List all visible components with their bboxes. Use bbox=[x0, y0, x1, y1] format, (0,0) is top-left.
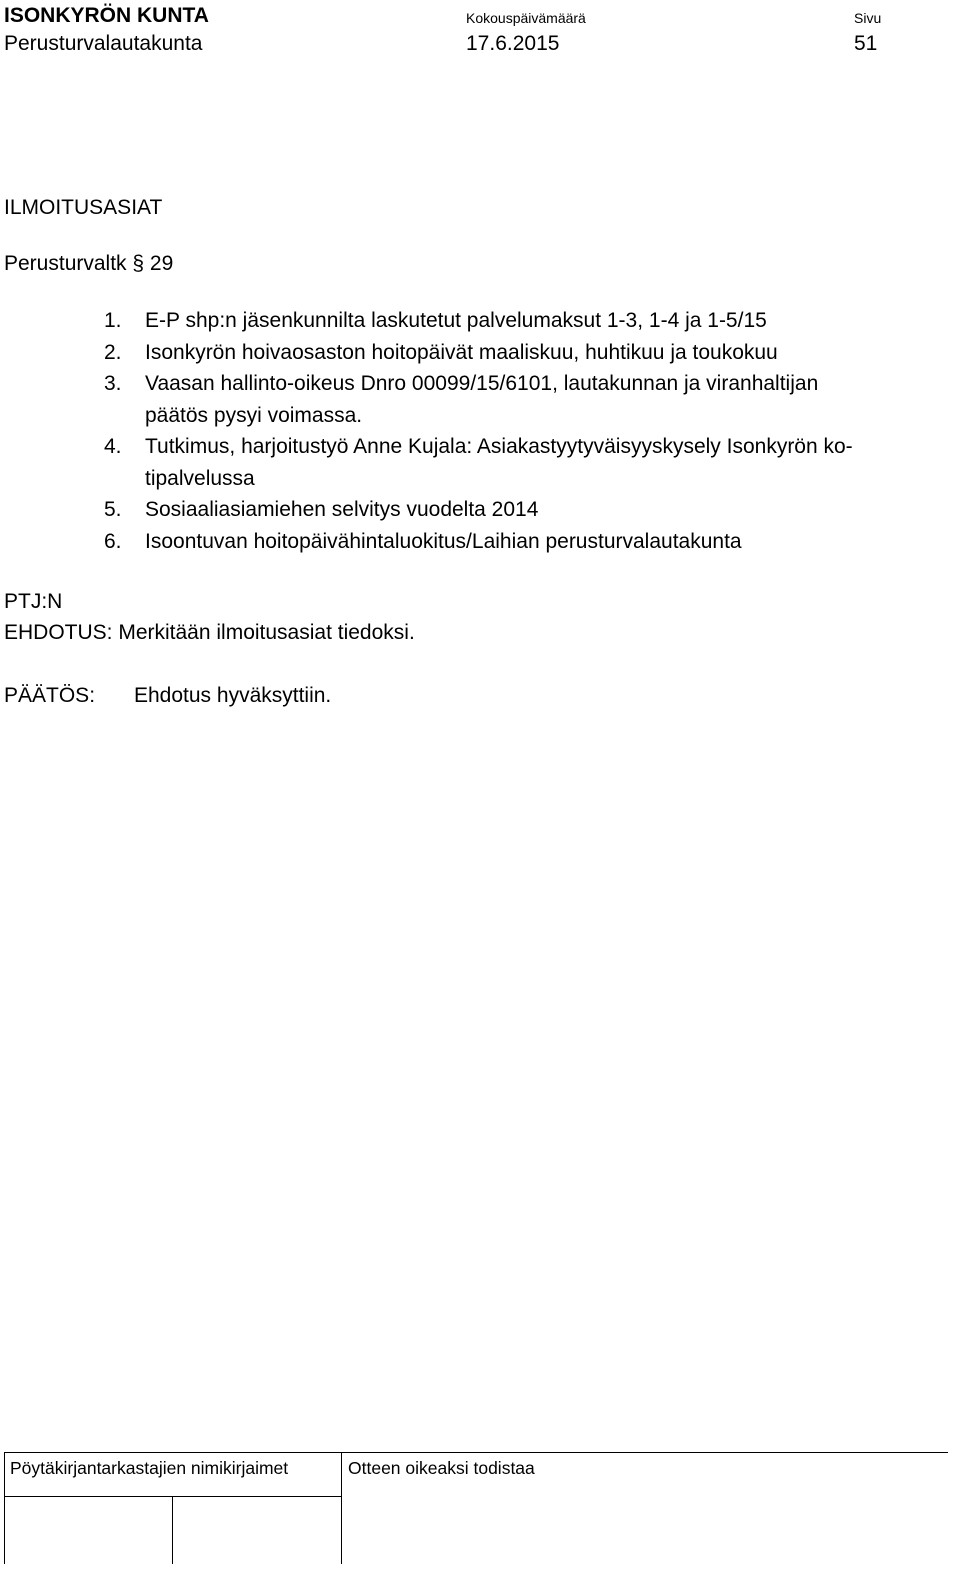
meeting-date: 17.6.2015 bbox=[466, 32, 560, 55]
notification-list bbox=[98, 305, 958, 557]
decision-text: Ehdotus hyväksyttiin. bbox=[134, 684, 332, 707]
list-item bbox=[98, 526, 958, 558]
list-item-number: 1. bbox=[104, 309, 122, 332]
list-item-text-continued: tipalvelussa bbox=[145, 466, 255, 490]
list-item-number: 4. bbox=[104, 435, 122, 458]
ptj-label: PTJ:N bbox=[4, 590, 63, 613]
signature-footer bbox=[4, 1452, 948, 1564]
list-item-text: Isoontuvan hoitopäivähintaluokitus/Laihian perusturvalautakunta bbox=[145, 529, 742, 553]
decision-label: PÄÄTÖS: bbox=[4, 684, 96, 707]
proposal-text: EHDOTUS: Merkitään ilmoitusasiat tiedoksi. bbox=[4, 621, 415, 644]
list-item-text: Sosiaaliasiamiehen selvitys vuodelta 2014 bbox=[145, 498, 539, 521]
meeting-date-label: Kokouspäivämäärä bbox=[466, 10, 586, 26]
page-number: 51 bbox=[854, 32, 878, 55]
list-item bbox=[98, 494, 958, 526]
list-item-text: Tutkimus, harjoitustyö Anne Kujala: Asiakastyytyväisyyskysely Isonkyrön ko- bbox=[145, 435, 853, 458]
list-item-number: 3. bbox=[104, 372, 122, 395]
list-item bbox=[98, 368, 958, 431]
list-item bbox=[98, 305, 958, 337]
list-item-text: E-P shp:n jäsenkunnilta laskutetut palvelumaksut 1-3, 1-4 ja 1-5/15 bbox=[145, 309, 767, 332]
page-label: Sivu bbox=[854, 10, 882, 26]
inspectors-initials-label: Pöytäkirjantarkastajien nimikirjaimet bbox=[10, 1458, 289, 1478]
list-item-text: Isonkyrön hoivaosaston hoitopäivät maaliskuu, huhtikuu ja toukokuu bbox=[145, 340, 778, 364]
list-item-number: 6. bbox=[104, 529, 122, 553]
list-item-number: 5. bbox=[104, 498, 122, 521]
footer-middle-divider bbox=[341, 1452, 342, 1564]
organization-name: ISONKYRÖN KUNTA bbox=[4, 4, 209, 27]
board-name: Perusturvalautakunta bbox=[4, 32, 203, 55]
list-item bbox=[98, 431, 958, 494]
list-item-text-continued: päätös pysyi voimassa. bbox=[145, 403, 363, 427]
footer-top-rule bbox=[4, 1452, 948, 1453]
list-item-text: Vaasan hallinto-oikeus Dnro 00099/15/6101, lautakunnan ja viranhaltijan bbox=[145, 372, 819, 395]
certified-copy-label: Otteen oikeaksi todistaa bbox=[348, 1458, 535, 1478]
section-reference: Perusturvaltk § 29 bbox=[4, 252, 174, 275]
list-item-number: 2. bbox=[104, 340, 122, 364]
section-title: ILMOITUSASIAT bbox=[4, 196, 163, 219]
footer-initials-divider bbox=[172, 1496, 173, 1564]
list-item bbox=[98, 337, 958, 369]
footer-left-border bbox=[4, 1452, 5, 1564]
